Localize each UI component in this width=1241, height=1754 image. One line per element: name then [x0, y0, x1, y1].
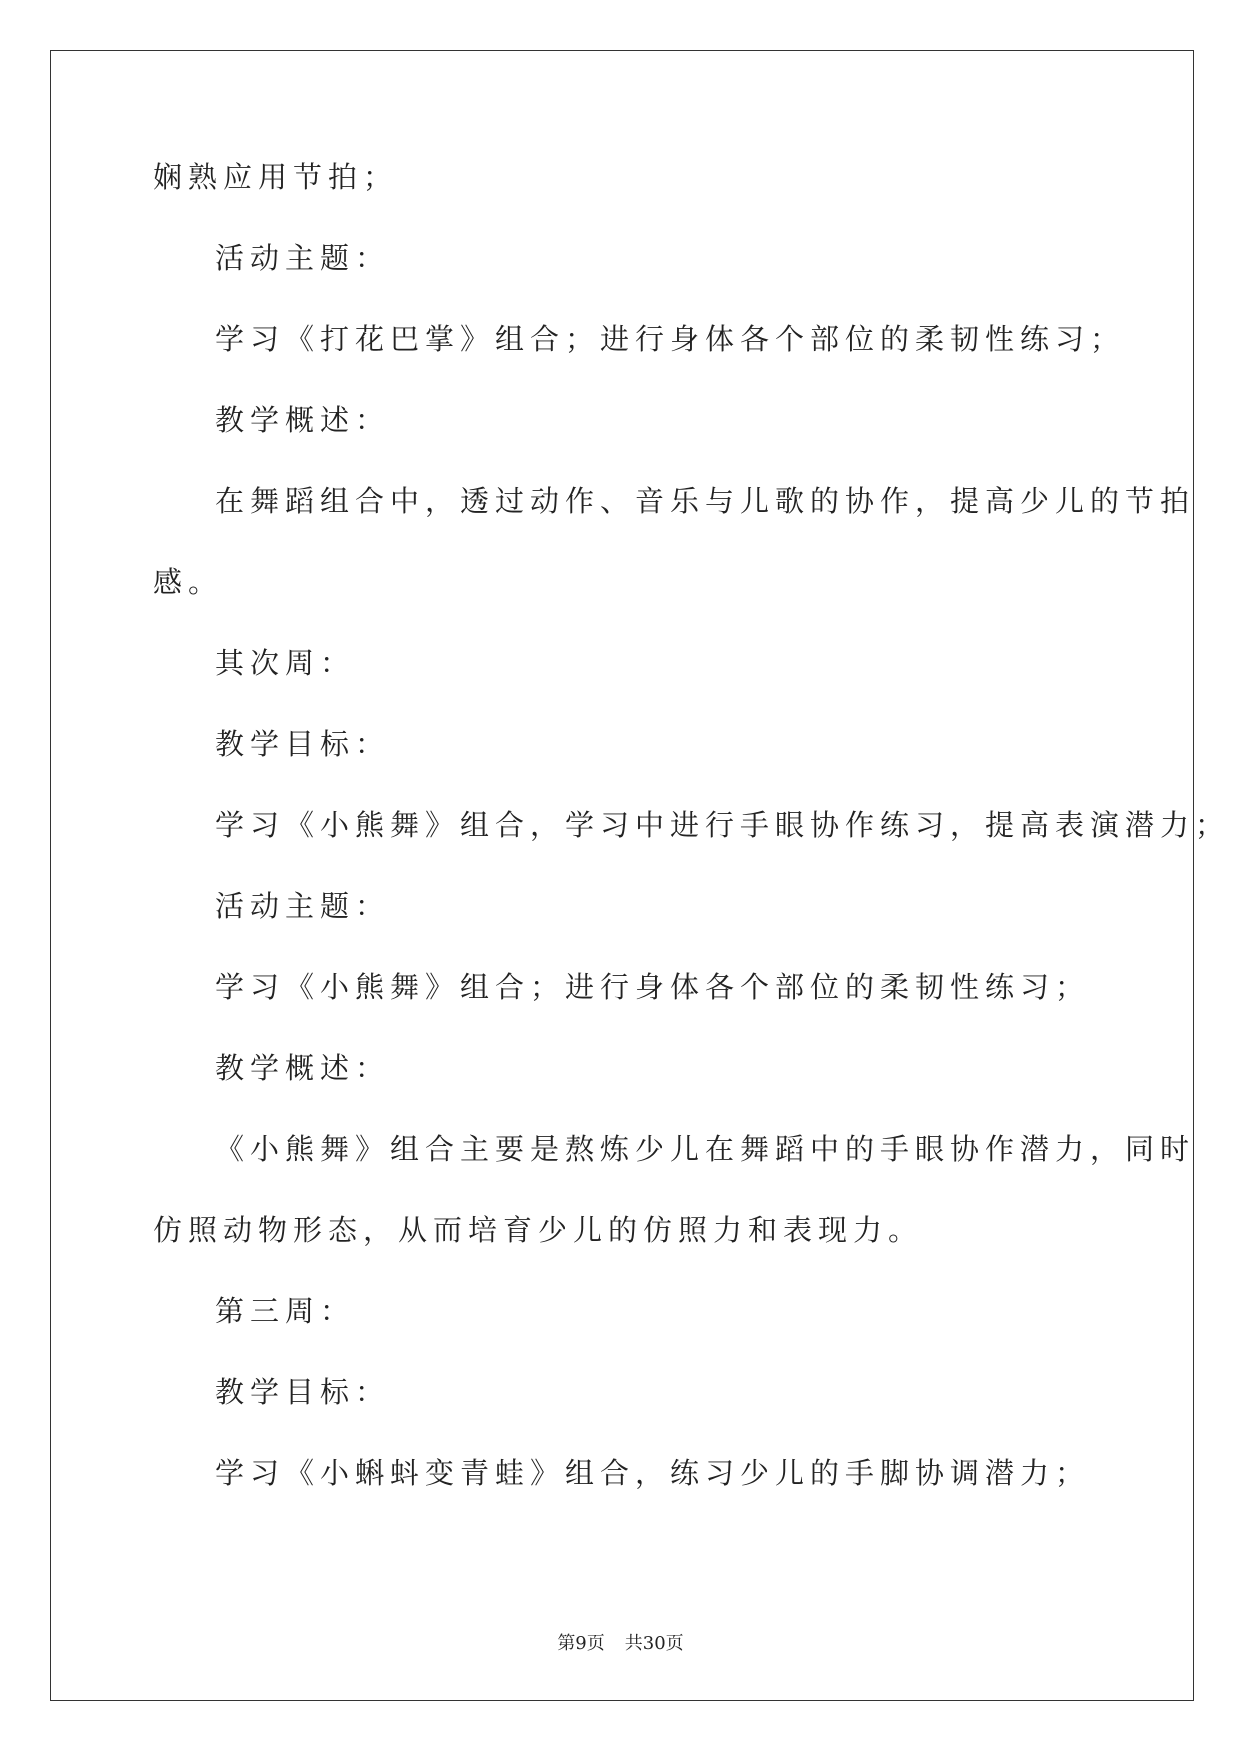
text-line-3: 学习《打花巴掌》组合；进行身体各个部位的柔韧性练习； — [215, 322, 1126, 356]
text-line-15: 第三周： — [215, 1294, 356, 1328]
text-line-16: 教学目标： — [215, 1375, 391, 1409]
page-number: 第9页 — [557, 1633, 605, 1654]
text-line-14: 仿照动物形态，从而培育少儿的仿照力和表现力。 — [153, 1213, 924, 1247]
text-line-6: 感。 — [153, 565, 224, 599]
text-line-10: 活动主题： — [215, 889, 391, 923]
text-line-17: 学习《小蝌蚪变青蛙》组合，练习少儿的手脚协调潜力； — [215, 1456, 1091, 1490]
text-line-1: 娴熟应用节拍； — [153, 160, 399, 194]
text-line-5: 在舞蹈组合中，透过动作、音乐与儿歌的协作，提高少儿的节拍 — [215, 484, 1196, 518]
text-line-4: 教学概述： — [215, 403, 391, 437]
text-line-2: 活动主题： — [215, 241, 391, 275]
text-line-12: 教学概述： — [215, 1051, 391, 1085]
text-line-9: 学习《小熊舞》组合，学习中进行手眼协作练习，提高表演潜力； — [215, 808, 1231, 842]
text-line-7: 其次周： — [215, 646, 356, 680]
page-total: 共30页 — [624, 1633, 684, 1654]
text-line-8: 教学目标： — [215, 727, 391, 761]
text-line-11: 学习《小熊舞》组合；进行身体各个部位的柔韧性练习； — [215, 970, 1091, 1004]
page-footer — [0, 1632, 1241, 1656]
text-line-13: 《小熊舞》组合主要是熬炼少儿在舞蹈中的手眼协作潜力，同时 — [215, 1132, 1196, 1166]
